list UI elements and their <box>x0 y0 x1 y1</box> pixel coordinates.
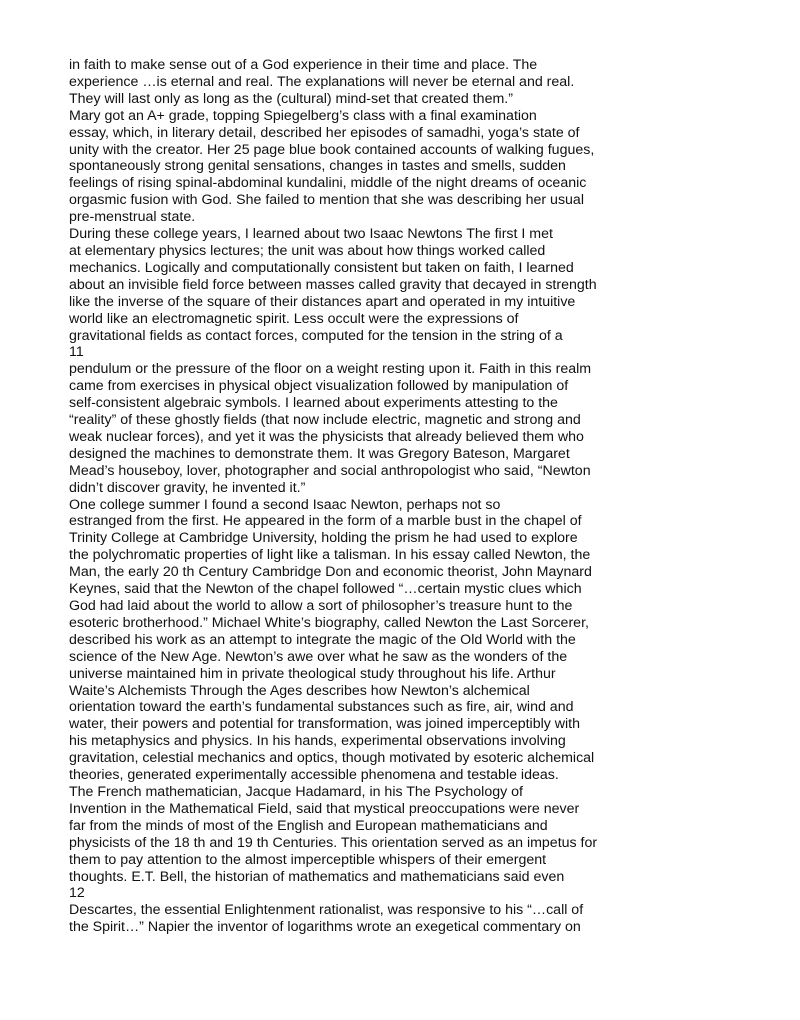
text-line: the Spirit…” Napier the inventor of logarithms wrote an exegetical commentary on <box>69 919 581 936</box>
text-line: essay, which, in literary detail, described her episodes of samadhi, yoga’s state of <box>69 124 580 141</box>
text-line: Mead’s houseboy, lover, photographer and social anthropologist who said, “Newton <box>69 462 591 479</box>
text-line: Descartes, the essential Enlightenment rationalist, was responsive to his “…call of <box>69 902 584 919</box>
text-line: designed the machines to demonstrate them. It was Gregory Bateson, Margaret <box>69 445 570 462</box>
page-number: 11 <box>69 344 84 361</box>
body-text <box>69 57 669 936</box>
text-line: esoteric brotherhood.” Michael White’s biography, called Newton the Last Sorcerer, <box>69 614 589 631</box>
text-line: Invention in the Mathematical Field, said that mystical preoccupations were never <box>69 800 580 817</box>
text-line: gravitation, celestial mechanics and optics, though motivated by esoteric alchemical <box>69 750 595 767</box>
text-line: far from the minds of most of the English and European mathematicians and <box>69 817 548 834</box>
text-line: like the inverse of the square of their distances apart and operated in my intuitive <box>69 293 576 310</box>
page-number: 12 <box>69 885 85 902</box>
text-line: Trinity College at Cambridge University, holding the prism he had used to explore <box>69 530 578 547</box>
text-line: Waite’s Alchemists Through the Ages describes how Newton’s alchemical <box>69 682 530 699</box>
text-line: water, their powers and potential for transformation, was joined imperceptibly with <box>69 716 580 733</box>
text-line: One college summer I found a second Isaac Newton, perhaps not so <box>69 496 501 513</box>
text-line: universe maintained him in private theological study throughout his life. Arthur <box>69 665 556 682</box>
text-line: came from exercises in physical object visualization followed by manipulation of <box>69 378 569 395</box>
text-line: didn’t discover gravity, he invented it.” <box>69 479 306 496</box>
text-line: the polychromatic properties of light like a talisman. In his essay called Newton, the <box>69 547 591 564</box>
text-line: at elementary physics lectures; the unit was about how things worked called <box>69 242 546 259</box>
text-line: unity with the creator. Her 25 page blue book contained accounts of walking fugues, <box>69 141 595 158</box>
text-line: orgasmic fusion with God. She failed to mention that she was describing her usual <box>69 192 584 209</box>
text-line: feelings of rising spinal-abdominal kundalini, middle of the night dreams of oceanic <box>69 175 587 192</box>
text-line: mechanics. Logically and computationally consistent but taken on faith, I learned <box>69 259 574 276</box>
text-line: During these college years, I learned about two Isaac Newtons The first I met <box>69 226 553 243</box>
text-line: theories, generated experimentally accessible phenomena and testable ideas. <box>69 767 559 784</box>
text-line: weak nuclear forces), and yet it was the physicists that already believed them who <box>69 428 584 445</box>
text-line: science of the New Age. Newton’s awe over what he saw as the wonders of the <box>69 648 568 665</box>
text-line: spontaneously strong genital sensations, changes in tastes and smells, sudden <box>69 158 566 175</box>
text-line: about an invisible field force between masses called gravity that decayed in strength <box>69 276 597 293</box>
text-line: thoughts. E.T. Bell, the historian of mathematics and mathematicians said even <box>69 868 565 885</box>
text-line: The French mathematician, Jacque Hadamard, in his The Psychology of <box>69 783 523 800</box>
text-line: “reality” of these ghostly fields (that now include electric, magnetic and strong and <box>69 412 581 429</box>
text-line: gravitational fields as contact forces, computed for the tension in the string of a <box>69 327 563 344</box>
text-line: world like an electromagnetic spirit. Less occult were the expressions of <box>69 310 519 327</box>
text-line: his metaphysics and physics. In his hands, experimental observations involving <box>69 733 566 750</box>
text-line: physicists of the 18 th and 19 th Centuries. This orientation served as an impetus for <box>69 834 598 851</box>
text-line: self-consistent algebraic symbols. I learned about experiments attesting to the <box>69 395 558 412</box>
text-line: pendulum or the pressure of the floor on a weight resting upon it. Faith in this realm <box>69 361 592 378</box>
text-line: Mary got an A+ grade, topping Spiegelberg’s class with a final examination <box>69 107 537 124</box>
text-line: Man, the early 20 th Century Cambridge Don and economic theorist, John Maynard <box>69 564 592 581</box>
text-line: described his work as an attempt to integrate the magic of the Old World with the <box>69 631 576 648</box>
text-line: pre-menstrual state. <box>69 209 196 226</box>
text-line: They will last only as long as the (cultural) mind-set that created them.” <box>69 90 513 107</box>
text-line: them to pay attention to the almost imperceptible whispers of their emergent <box>69 851 547 868</box>
text-line: Keynes, said that the Newton of the chapel followed “…certain mystic clues which <box>69 581 582 598</box>
text-line: orientation toward the earth’s fundamental substances such as fire, air, wind and <box>69 699 574 716</box>
text-line: experience …is eternal and real. The explanations will never be eternal and real. <box>69 73 575 90</box>
text-line: God had laid about the world to allow a sort of philosopher’s treasure hunt to the <box>69 598 573 614</box>
text-line: estranged from the first. He appeared in the form of a marble bust in the chapel of <box>69 513 582 530</box>
text-line: in faith to make sense out of a God experience in their time and place. The <box>69 57 538 73</box>
